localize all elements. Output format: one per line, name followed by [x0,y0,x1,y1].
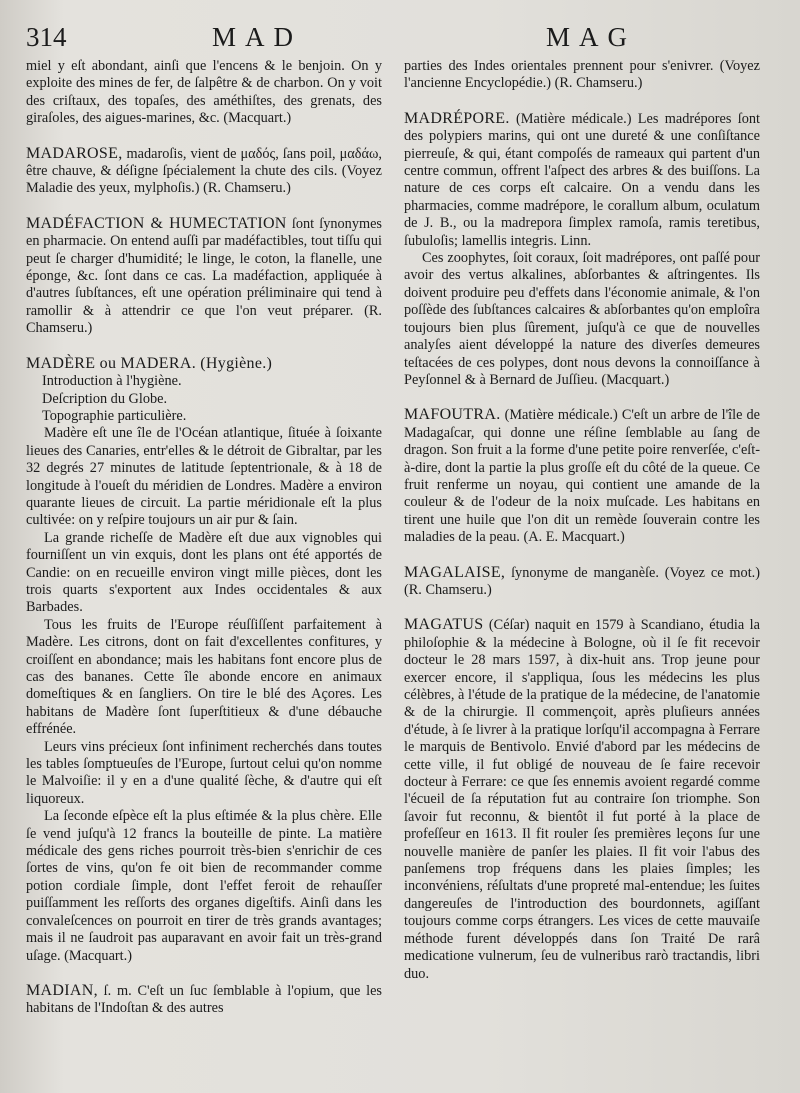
entry-headword: MADÉFACTION & HUMECTATION [26,214,287,232]
entry-headword: MAGALAISE, [404,563,506,581]
page-number: 314 [26,22,67,52]
entry-magatus [404,616,760,983]
entry-madian [26,982,382,1018]
entry-madarose [26,145,382,198]
entry-headword: MAFOUTRA. [404,406,501,424]
text-columns [26,58,760,1068]
entry-headword: MADAROSE, [26,144,123,162]
entry-madefaction [26,215,382,338]
entry-body: (Céſar) naquit en 1579 à Scandiano, étudia la philoſophie & la médecine à Bologne, où il ſe fit recevoir docteur le 28 mars 1597, à dix-huit ans. Trop jeune pour exercer encore, il s'appliqua, ſous les médecins les plus célèbres, à l'étude de la pratique de la médecine, de l'anatomie & de la chirurgie. Il commençoit, après pluſieurs années d'étude, à ſe livrer à la pratique lorſqu'il accompagna à Ferrare le marquis de Bentivolo. Envié d'abord par les médecins de cette ville, il fut obligé de nouveau de ſe faire recevoir docteur à Ferrare: ce que ſes ennemis avoient regardé comme l'écueil de ſa réputation fut au contraire ſon triomphe. Son ſavoir fut reconnu, & bientôt il fut porté à la place de profeſſeur en 1613. Il fit rouler ſes premières leçons ſur une nouvelle manière de panſer les plaies. Il fit voir l'abus des panſemens trop fréquens dans les plaies ſimples; les inconvéniens, réſultats d'une propreté mal-entendue; les ſuites dangereuſes de l'introduction des bourdonnets, agiſſant toujours comme corps étrangers. Les vices de cette mauvaiſe méthode furent développés dans ſon Traité De rarâ medicatione vulnerum, ſeu de vulneribus rarò tractandis, libri duo. [404,617,760,982]
list-item: Deſcription du Globe. [42,390,168,407]
entry-headword: MADÈRE ou MADERA. (Hygiène.) [26,354,273,372]
right-column [404,58,760,1068]
paragraph: Tous les fruits de l'Europe réuſſiſſent parfaitement à Madère. Les citrons, dont on fait d'excellentes confitures, y croiſſent en abondance; mais les habitans font encore plus de cas des bananes. Cette île abonde encore en animaux domeſtiques & en ſangliers. On tire le blé des Açores. Les habitans de Madère ſont ſuperſtitieux & d'une débauche effrénée. [26,616,382,738]
entry-headword: MADRÉPORE. [404,109,510,127]
paragraph: Ces zoophytes, ſoit coraux, ſoit madrépores, ont paſſé pour avoir des vertus alkalines, abſorbantes & aſtringentes. Ils doivent produire peu d'effets dans l'économie animale, & l'on poſſède des ſubſtances calcaires & abſorbantes qu'on emploîra toujours bien plus ſûrement, juſqu'à ce que de nouvelles analyſes aient développé la nature des diverſes demeures teſtacées de ces polypes, dont nous devons la connoiſſance à Peyſonnel & à Bernard de Juſſieu. (Macquart.) [404,250,760,388]
left-column [26,58,382,1068]
entry-madrepore [404,110,760,250]
entry-continuation: parties des Indes orientales prennent pour s'enivrer. (Voyez l'ancienne Encyclopédie.) (R. Chamseru.) [404,58,760,92]
entry-body: ſ. m. C'eſt un ſuc ſemblable à l'opium, que les habitans de l'Indoſtan & des autres [26,982,382,1017]
header-left-word: MAD [212,22,303,52]
entry-continuation: miel y eſt abondant, ainſi que l'encens & le benjoin. On y exploite des mines de fer, de ſalpêtre & de charbon. On y voit des criſtaux, des topaſes, des améthiſtes, des grenats, des giraſoles, des aigues-marines, &c. (Macquart.) [26,58,382,127]
entry-magalaise [404,564,760,600]
entry-body: (Matière médicale.) C'eſt un arbre de l'île de Madagaſcar, qui donne une réſine ſemblable au ſang de dragon. Son fruit a la forme d'une petite poire renverſée, c'eſt-à-dire, dont la partie la plus groſſe eſt du côté de la queue. Ce fruit renferme un noyau, qui contient une amande de la couleur & de l'odeur de la noix muſcade. Les habitans en tirent une huile que l'on dit un remède ſouverain contre les maladies de la peau. (A. E. Macquart.) [404,407,760,546]
list-item: Topographie particulière. [42,407,187,424]
paragraph: Leurs vins précieux ſont infiniment recherchés dans toutes les tables ſomptueuſes de l'Europe, ſurtout celui qu'on nomme le Malvoiſie: il y en a d'une qualité ſèche, & d'autre qui eſt liquoreux. [26,738,382,807]
entry-madere-heading [26,355,382,373]
entry-headword: MADIAN, [26,981,98,999]
entry-headword: MAGATUS [404,616,484,634]
paragraph: Madère eſt une île de l'Océan atlantique, ſituée à ſoixante lieues des Canaries, entr'elles & le détroit de Gibraltar, par les 32 degrés 27 minutes de latitude ſeptentrionale, & à 18 de longitude à l'oueſt du méridien de Londres. Madère a environ quarante lieues de circuit. La partie méridionale eſt la plus cultivée: on y reſpire toujours un air pur & ſain. [26,425,382,529]
paragraph: La ſeconde eſpèce eſt la plus eſtimée & la plus chère. Elle ſe vend juſqu'à 12 francs la bouteille de pinte. La matière médicale des gens riches pourroit très-bien s'enrichir de ces ſortes de vins, qu'on fe oit bien de recommander comme potion cordiale ſimple, dont l'effet feroit de rehauſſer puiſſamment les reſſorts des organes digeſtifs. Ainſi dans les convaleſcences on pourroit en tirer de très grands avantages; mais il ne ſaudroit pas auparavant en avoir fait un très-grand uſage. (Macquart.) [26,808,382,964]
entry-body: madaroſis, vient de μαδός, ſans poil, μαδάω, être chauve, & déſigne ſpécialement la chute des cils. (Voyez Maladie des yeux, mylphoſis.) (R. Chamseru.) [26,145,382,197]
entry-body: ſont ſynonymes en pharmacie. On entend auſſi par madéfactibles, tout tiſſu qui peut ſe charger d'humidité; le linge, le coton, la flanelle, une éponge, &c. ſont dans ce cas. La madéfaction, appliquée à d'autres ſubſtances, eſt une opération préliminaire qui tend à ramollir & à attendrir ce que l'on veut préparer. (R. Chamseru.) [26,215,383,337]
running-header [26,22,760,58]
entry-body: ſynonyme de manganèſe. (Voyez ce mot.) (R. Chamseru.) [404,564,760,598]
header-right-word: MAG [546,22,637,52]
entry-mafoutra [404,406,760,546]
entry-body: (Matière médicale.) Les madrépores ſont des polypiers marins, qui ont une dureté & une conſiſtance pierreuſe, & qui, étant compoſés de rameaux qui partent d'un centre commun, offrent l'aſpect des arbres & des buiſſons. La nature de ces corps eſt calcaire. On a vendu dans les pharmacies, comme madrépore, le corallum album, oculatum de J. B., ou la madrepora ſimplex ramoſa, ramis teretibus, ſubuloſis; lamellis integris. Linn. [404,110,761,249]
paragraph: La grande richeſſe de Madère eſt due aux vignobles qui fourniſſent un vin exquis, dont les plans ont été apportés de Candie: on en recueille environ vingt mille pièces, dont les trois quarts s'exportent aux Indes occidentales & aux Barbades. [26,529,382,616]
list-item: Introduction à l'hygiène. [42,373,182,390]
